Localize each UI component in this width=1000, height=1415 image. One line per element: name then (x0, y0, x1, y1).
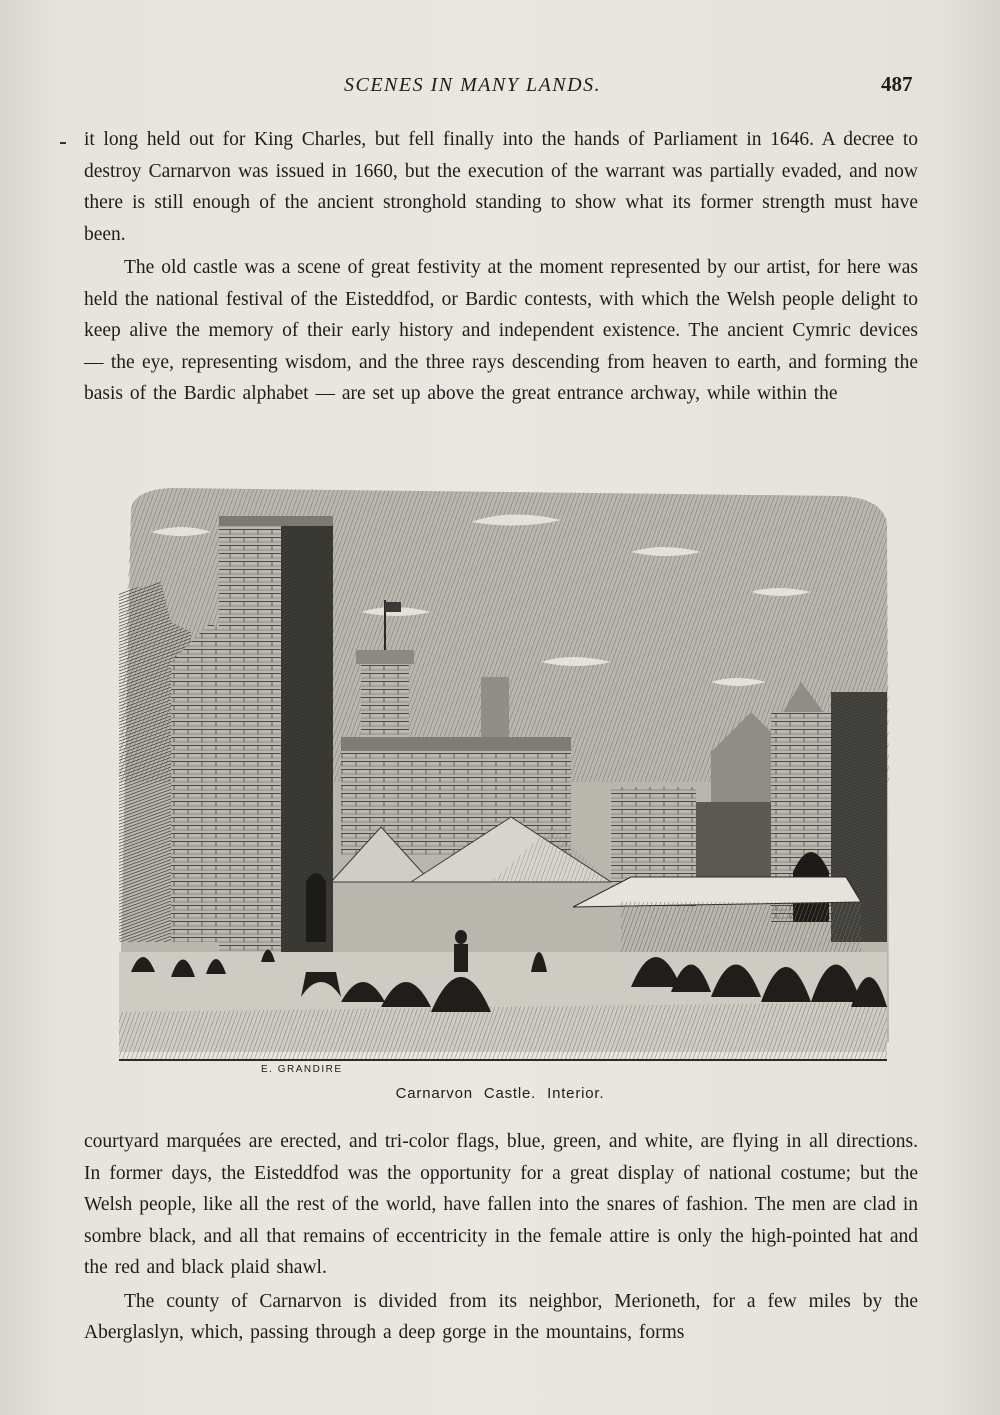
paragraph: it long held out for King Charles, but fell finally into the hands of Parliament in 1646. A decree to destroy Carnarvon was issued in 1660, but the execution of the warrant was partially evaded, and now there is still enough of the ancient stronghold standing to show what its former strength must have been. (84, 129, 918, 245)
engraving-illustration (111, 482, 895, 1074)
figure-caption: Carnarvon Castle. Interior. (395, 1085, 605, 1102)
body-text-bottom (84, 1126, 918, 1349)
paragraph: courtyard marquées are erected, and tri-color flags, blue, green, and white, are flying in all directions. In former days, the Eisteddfod was the opportunity for a great display of national costume; but the Welsh people, like all the rest of the world, have fallen into the snares of fashion. The men are clad in sombre black, and all that remains of eccentricity in the female attire is only the high-pointed hat and the red and black plaid shawl. (84, 1131, 918, 1278)
paragraph: The county of Carnarvon is divided from its neighbor, Merioneth, for a few miles by the Aberglaslyn, which, passing through a deep gorge in the mountains, forms (84, 1290, 918, 1343)
running-head: SCENES IN MANY LANDS. (344, 74, 602, 96)
page-header (0, 74, 1000, 104)
engraver-signature: E. GRANDIRE (261, 1064, 343, 1074)
body-text-top (84, 124, 918, 410)
paragraph: The old castle was a scene of great festivity at the moment represented by our artist, for here was held the national festival of the Eisteddfod, or Bardic contests, with which the Welsh people delight to keep alive the memory of their early history and independent existence. The ancient Cymric devices — the eye, representing wisdom, and the three rays descending from heaven to earth, and forming the basis of the Bardic alphabet — are set up above the great entrance archway, while within the (84, 257, 918, 404)
margin-mark (60, 142, 66, 144)
page-number: 487 (881, 72, 913, 96)
